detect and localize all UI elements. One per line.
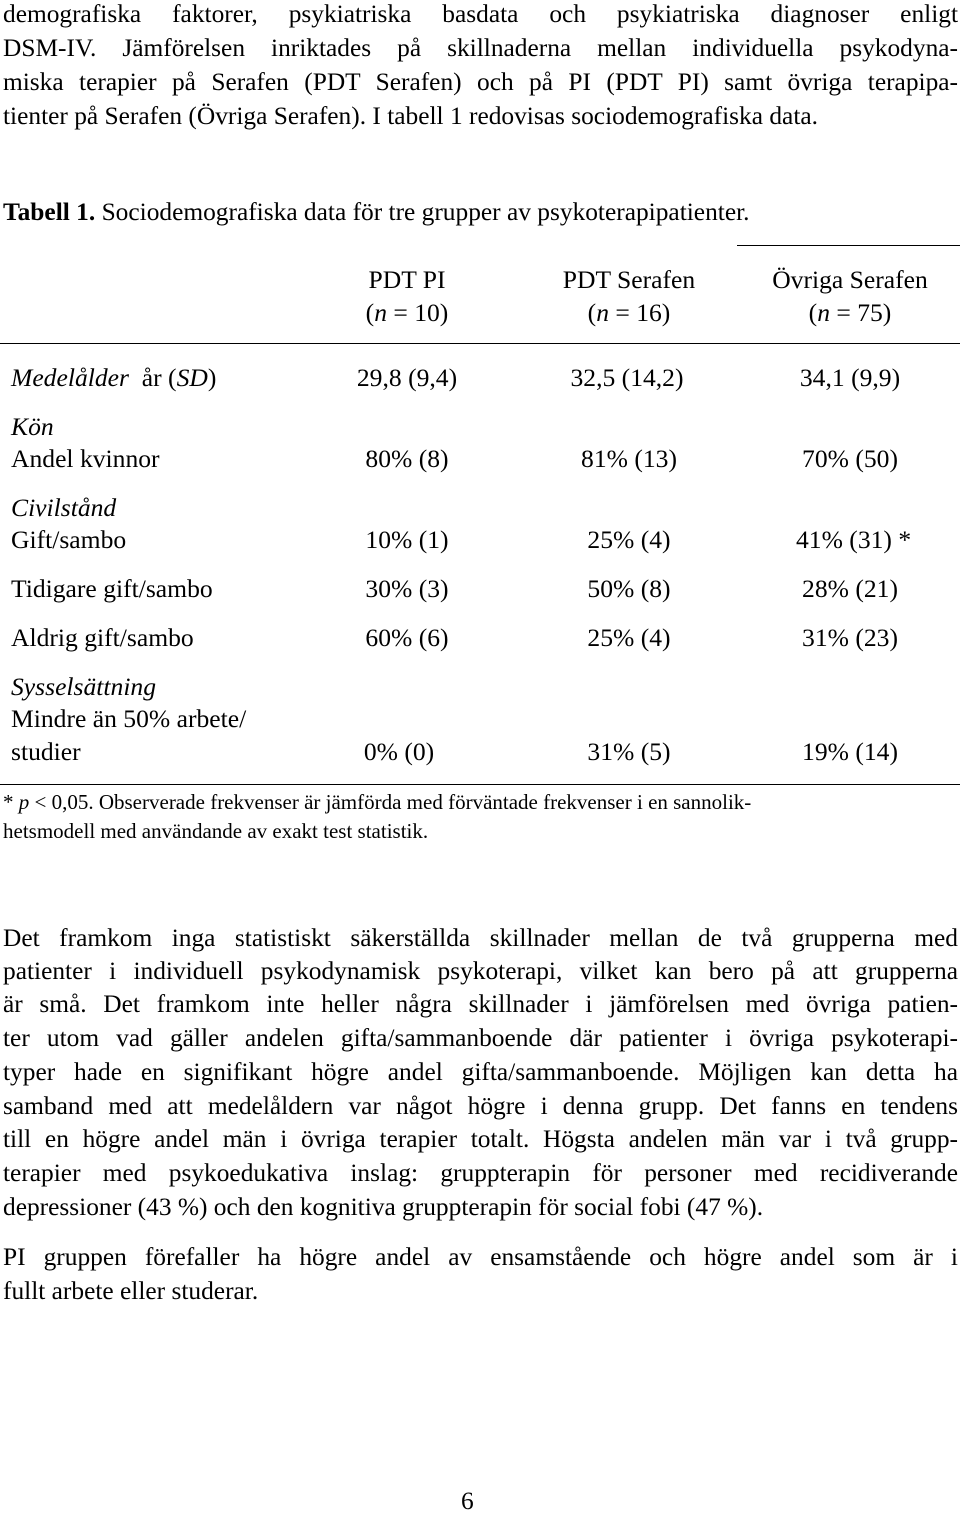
row-label-andel-kvinnor: Andel kvinnor xyxy=(11,444,160,473)
cell-age-pdt-serafen: 32,5 (14,2) xyxy=(570,363,684,392)
intro-line-2: DSM-IV. Jämförelsen inriktades på skillnaderna mellan individuella psykodyna- xyxy=(3,34,958,62)
cell-tidigare-ovriga: 28% (21) xyxy=(802,574,898,603)
body-p1-line-8: terapier med psykoedukativa inslag: gruppterapin för personer med recidiverande xyxy=(3,1159,958,1187)
cell-tidigare-pdt-pi: 30% (3) xyxy=(365,574,449,603)
table-caption xyxy=(3,198,750,227)
cell-kvinnor-pdt-pi: 80% (8) xyxy=(365,444,449,473)
cell-age-ovriga: 34,1 (9,9) xyxy=(799,363,901,392)
table-caption-label: Tabell 1. xyxy=(3,198,96,226)
table-top-rule xyxy=(737,245,960,246)
cell-mindre-pdt-serafen: 31% (5) xyxy=(587,737,671,766)
column-header-pdt-serafen: PDT Serafen xyxy=(562,265,696,294)
cell-aldrig-pdt-pi: 60% (6) xyxy=(365,623,449,652)
row-label-mindre-line1: Mindre än 50% arbete/ xyxy=(11,704,247,733)
column-n-ovriga-serafen: (n = 75) xyxy=(808,298,892,327)
body-p1-line-3: är små. Det framkom inte heller några skillnader i jämförelsen med övriga patien- xyxy=(3,990,958,1018)
cell-kvinnor-pdt-serafen: 81% (13) xyxy=(581,444,677,473)
cell-mindre-ovriga: 19% (14) xyxy=(802,737,898,766)
body-p1-line-2: patienter i individuell psykodynamisk psykoterapi, vilket kan bero på att grupperna xyxy=(3,957,958,985)
column-header-ovriga-serafen: Övriga Serafen xyxy=(772,265,928,294)
body-p1-line-5: typer hade en signifikant högre andel gifta/sammanboende. Möjligen kan detta ha xyxy=(3,1058,958,1086)
row-label-aldrig: Aldrig gift/sambo xyxy=(11,623,194,652)
cell-gift-pdt-serafen: 25% (4) xyxy=(587,525,671,554)
section-kon: Kön xyxy=(11,412,54,441)
section-sysselsattning: Sysselsättning xyxy=(11,672,157,701)
intro-line-1: demografiska faktorer, psykiatriska basdata och psykiatriska diagnoser enligt xyxy=(3,0,958,28)
table-header-rule xyxy=(0,343,960,344)
section-civilstand: Civilstånd xyxy=(11,493,117,522)
row-label-mindre-line2: studier xyxy=(11,737,81,766)
intro-line-4: tienter på Serafen (Övriga Serafen). I tabell 1 redovisas sociodemografiska data. xyxy=(3,102,818,130)
body-p1-line-7: till en högre andel män i övriga terapier totalt. Högsta andelen män var i två grupp- xyxy=(3,1125,958,1153)
column-n-pdt-pi: (n = 10) xyxy=(365,298,449,327)
body-p1-line-1: Det framkom inga statistiskt säkerställda skillnader mellan de två grupperna med xyxy=(3,924,958,952)
table-footnote-line-1: * p < 0,05. Observerade frekvenser är jämförda med förväntade frekvenser i en sannolik- xyxy=(3,790,752,814)
page-number: 6 xyxy=(461,1487,474,1515)
cell-tidigare-pdt-serafen: 50% (8) xyxy=(587,574,671,603)
intro-line-3: miska terapier på Serafen (PDT Serafen) och på PI (PDT PI) samt övriga terapipa- xyxy=(3,68,958,96)
cell-gift-ovriga: 41% (31) * xyxy=(796,525,912,554)
row-label-tidigare: Tidigare gift/sambo xyxy=(11,574,213,603)
body-p1-line-9: depressioner (43 %) och den kognitiva gruppterapin för social fobi (47 %). xyxy=(3,1193,764,1221)
body-p2-line-2: fullt arbete eller studerar. xyxy=(3,1277,259,1305)
table-caption-text: Sociodemografiska data för tre grupper av psykoterapipatienter. xyxy=(101,198,750,226)
table-bottom-rule xyxy=(0,784,960,785)
body-p1-line-4: ter utom vad gäller andelen gifta/sammanboende där patienter i övriga psykoterapi- xyxy=(3,1024,958,1052)
column-header-pdt-pi: PDT PI xyxy=(368,265,446,294)
row-label-medelalder: Medelålder år (SD) xyxy=(11,363,217,392)
row-label-gift: Gift/sambo xyxy=(11,525,127,554)
table-footnote-line-2: hetsmodell med användande av exakt test statistik. xyxy=(3,819,429,843)
body-p2-line-1: PI gruppen förefaller ha högre andel av ensamstående och högre andel som är i xyxy=(3,1243,958,1271)
cell-gift-pdt-pi: 10% (1) xyxy=(365,525,449,554)
body-p1-line-6: samband med att medelåldern var något högre i denna grupp. Det fanns en tendens xyxy=(3,1092,958,1120)
cell-age-pdt-pi: 29,8 (9,4) xyxy=(356,363,458,392)
cell-aldrig-pdt-serafen: 25% (4) xyxy=(587,623,671,652)
cell-aldrig-ovriga: 31% (23) xyxy=(802,623,898,652)
column-n-pdt-serafen: (n = 16) xyxy=(587,298,671,327)
cell-kvinnor-ovriga: 70% (50) xyxy=(802,444,898,473)
cell-mindre-pdt-pi: 0% (0) xyxy=(363,737,435,766)
